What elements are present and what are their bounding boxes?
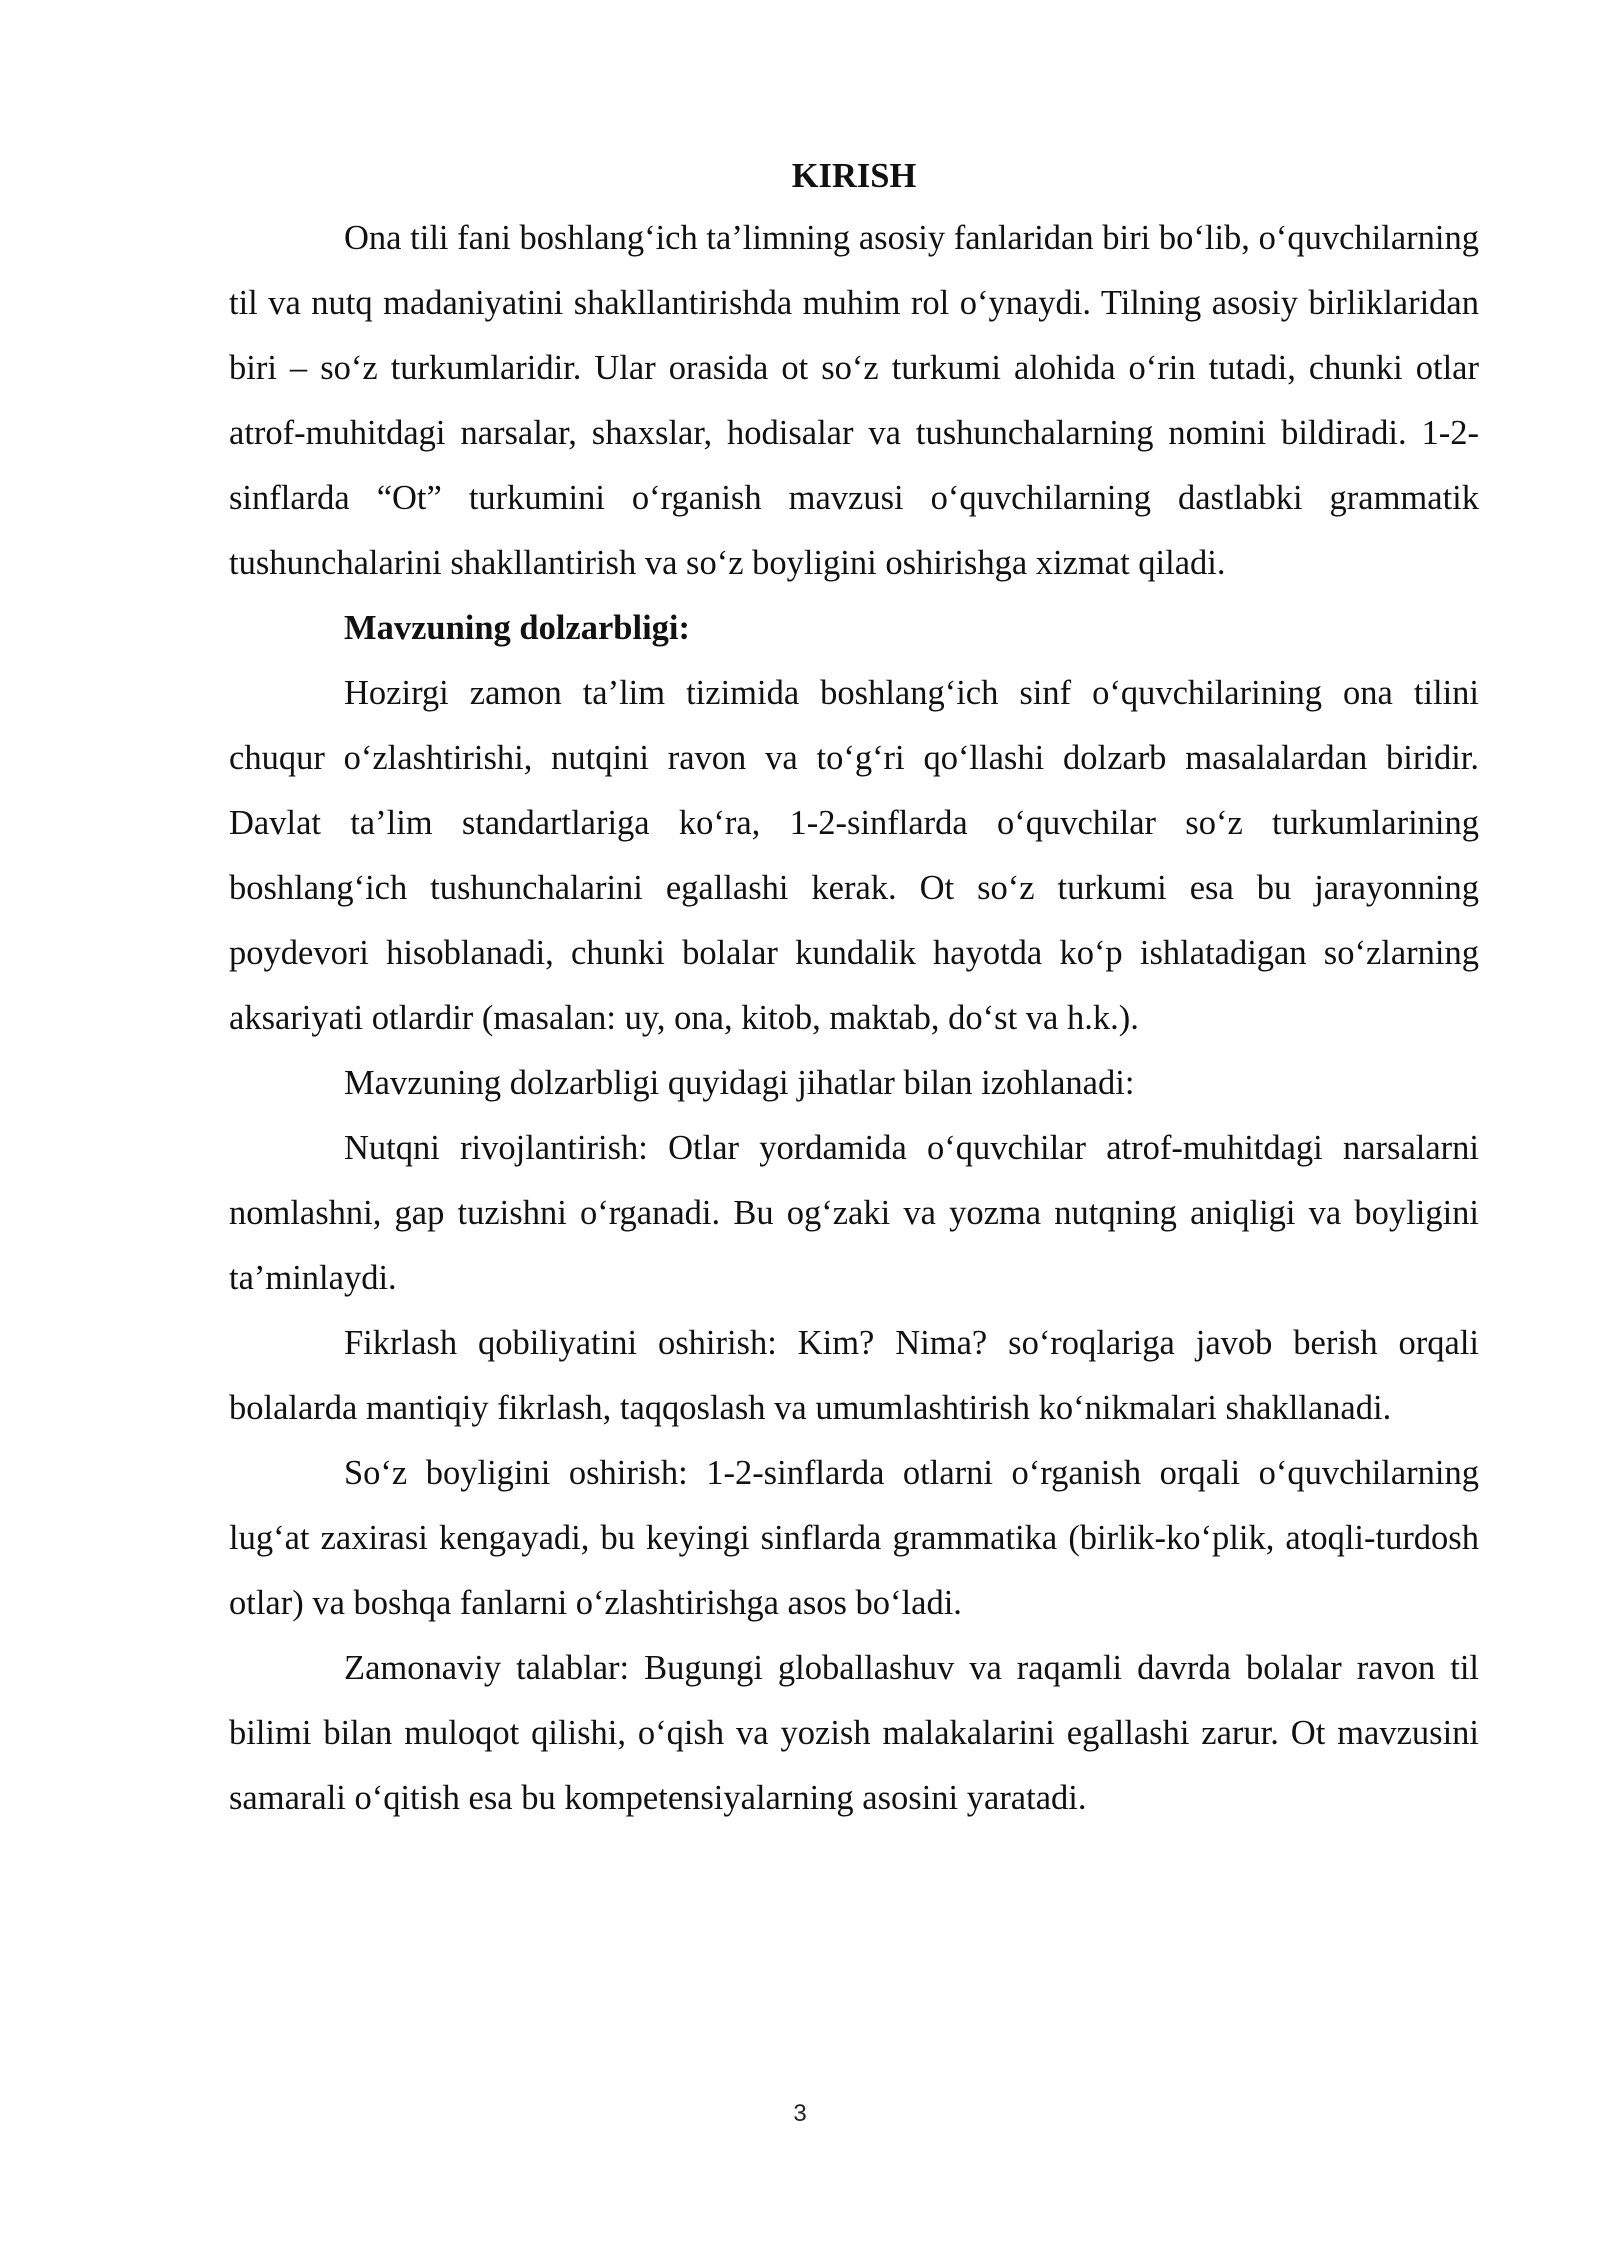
page-number: 3 [793,2100,807,2127]
page-content [229,146,1479,1831]
body-paragraph: Nutqni rivojlantirish: Otlar yordamida o‘quvchilar atrof-muhitdagi narsalarni nomlashni, gap tuzishni o‘rganadi. Bu og‘zaki va yozma nutqning aniqligi va boyligini ta’minlaydi. [229,1129,1479,1297]
intro-paragraph: Ona tili fani boshlang‘ich ta’limning asosiy fanlaridan biri bo‘lib, o‘quvchilarning til va nutq madaniyatini shakllantirishda muhim rol o‘ynaydi. Tilning asosiy birliklaridan biri – so‘z turkumlaridir. Ular orasida ot so‘z turkumi alohida o‘rin tutadi, chunki otlar atrof-muhitdagi narsalar, shaxslar, hodisalar va tushunchalarning nomini bildiradi. 1-2-sinflarda “Ot” turkumini o‘rganish mavzusi o‘quvchilarning dastlabki grammatik tushunchalarini shakllantirish va so‘z boyligini oshirishga xizmat qiladi. [229,219,1479,582]
body-paragraph: Mavzuning dolzarbligi quyidagi jihatlar bilan izohlanadi: [344,1064,1135,1102]
page-title: KIRISH [791,157,917,195]
body-paragraph: So‘z boyligini oshirish: 1-2-sinflarda otlarni o‘rganish orqali o‘quvchilarning lug‘at zaxirasi kengayadi, bu keyingi sinflarda grammatika (birlik-ko‘plik, atoqli-turdosh otlar) va boshqa fanlarni o‘zlashtirishga asos bo‘ladi. [229,1454,1479,1622]
body-paragraph: Zamonaviy talablar: Bugungi globallashuv va raqamli davrda bolalar ravon til bilimi bilan muloqot qilishi, o‘qish va yozish malakalarini egallashi zarur. Ot mavzusini samarali o‘qitish esa bu kompetensiyalarning asosini yaratadi. [229,1649,1479,1817]
body-paragraph: Hozirgi zamon ta’lim tizimida boshlang‘ich sinf o‘quvchilarining ona tilini chuqur o‘zlashtirishi, nutqini ravon va to‘g‘ri qo‘llashi dolzarb masalalardan biridir. Davlat ta’lim standartlariga ko‘ra, 1-2-sinflarda o‘quvchilar so‘z turkumlarining boshlang‘ich tushunchalarini egallashi kerak. Ot so‘z turkumi esa bu jarayonning poydevori hisoblanadi, chunki bolalar kundalik hayotda ko‘p ishlatadigan so‘zlarning aksariyati otlardir (masalan: uy, ona, kitob, maktab, do‘st va h.k.). [229,674,1479,1037]
body-paragraph: Fikrlash qobiliyatini oshirish: Kim? Nima? so‘roqlariga javob berish orqali bolalarda mantiqiy fikrlash, taqqoslash va umumlashtirish ko‘nikmalari shakllanadi. [229,1324,1479,1427]
section-subheading: Mavzuning dolzarbligi: [344,609,690,647]
